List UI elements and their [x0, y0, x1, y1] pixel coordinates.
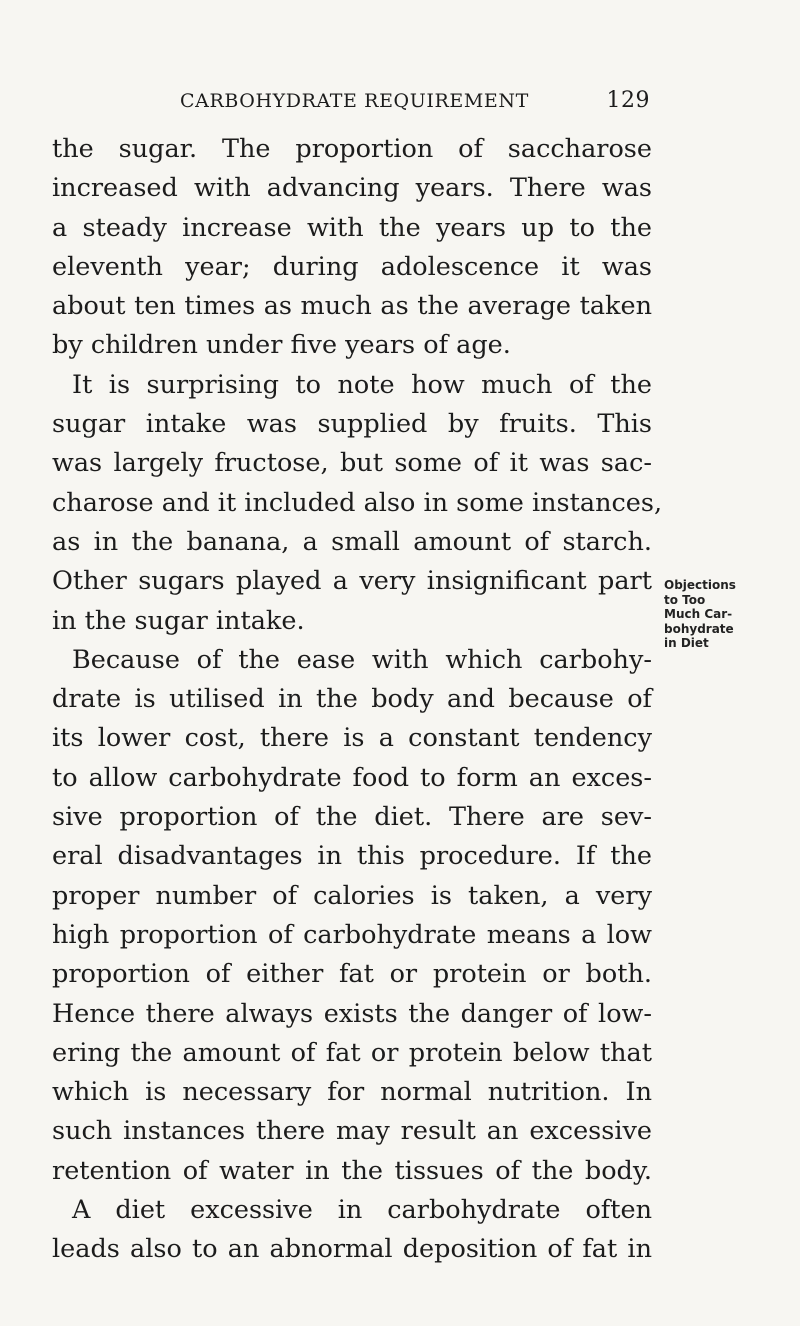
text-line: retention of water in the tissues of the body. [52, 1155, 652, 1186]
text-line: which is necessary for normal nutrition. In [52, 1077, 652, 1108]
margin-sidenote [664, 578, 774, 651]
body-text [52, 130, 663, 1270]
text-line: its lower cost, there is a constant tendency [52, 723, 652, 754]
sidenote-line: bohydrate [664, 621, 734, 636]
text-line: about ten times as much as the average taken [52, 291, 652, 322]
text-line: drate is utilised in the body and because of [52, 684, 652, 715]
text-line: by children under five years of age. [52, 330, 511, 361]
text-line: leads also to an abnormal deposition of fat in [52, 1234, 652, 1265]
text-line: Because of the ease with which carbohy- [72, 644, 652, 675]
text-line: to allow carbohydrate food to form an exces- [52, 762, 652, 793]
text-line: It is surprising to note how much of the [72, 369, 652, 400]
text-line: in the sugar intake. [52, 605, 305, 636]
text-line: such instances there may result an excessive [52, 1116, 652, 1147]
sidenote-line: in Diet [664, 636, 709, 650]
text-line: high proportion of carbohydrate means a low [52, 919, 652, 950]
text-line: increased with advancing years. There was [52, 173, 652, 204]
text-line: charose and it included also in some instances, [52, 487, 663, 518]
running-header [180, 86, 650, 116]
text-line: the sugar. The proportion of saccharose [52, 134, 652, 164]
text-line: as in the banana, a small amount of starch. [52, 526, 652, 557]
text-line: was largely fructose, but some of it was sac- [52, 448, 652, 479]
sidenote-line: Objections [664, 578, 736, 592]
sidenote-line: to Too [664, 592, 706, 607]
text-line: sugar intake was supplied by fruits. This [52, 409, 652, 440]
text-line: proportion of either fat or protein or both. [52, 959, 652, 990]
text-line: eleventh year; during adolescence it was [52, 251, 652, 282]
page-number: 129 [606, 88, 650, 113]
sidenote-line: Much Car- [664, 607, 733, 621]
text-line: ering the amount of fat or protein below that [52, 1037, 652, 1068]
text-line: sive proportion of the diet. There are sev- [52, 802, 652, 833]
text-line: A diet excessive in carbohydrate often [72, 1195, 652, 1226]
text-line: proper number of calories is taken, a very [52, 880, 652, 911]
text-line: Hence there always exists the danger of low- [52, 998, 652, 1029]
text-line: eral disadvantages in this procedure. If the [52, 841, 652, 872]
text-line: a steady increase with the years up to the [52, 212, 652, 243]
text-line: Other sugars played a very insignificant part [52, 566, 652, 597]
running-title: CARBOHYDRATE REQUIREMENT [180, 90, 529, 112]
